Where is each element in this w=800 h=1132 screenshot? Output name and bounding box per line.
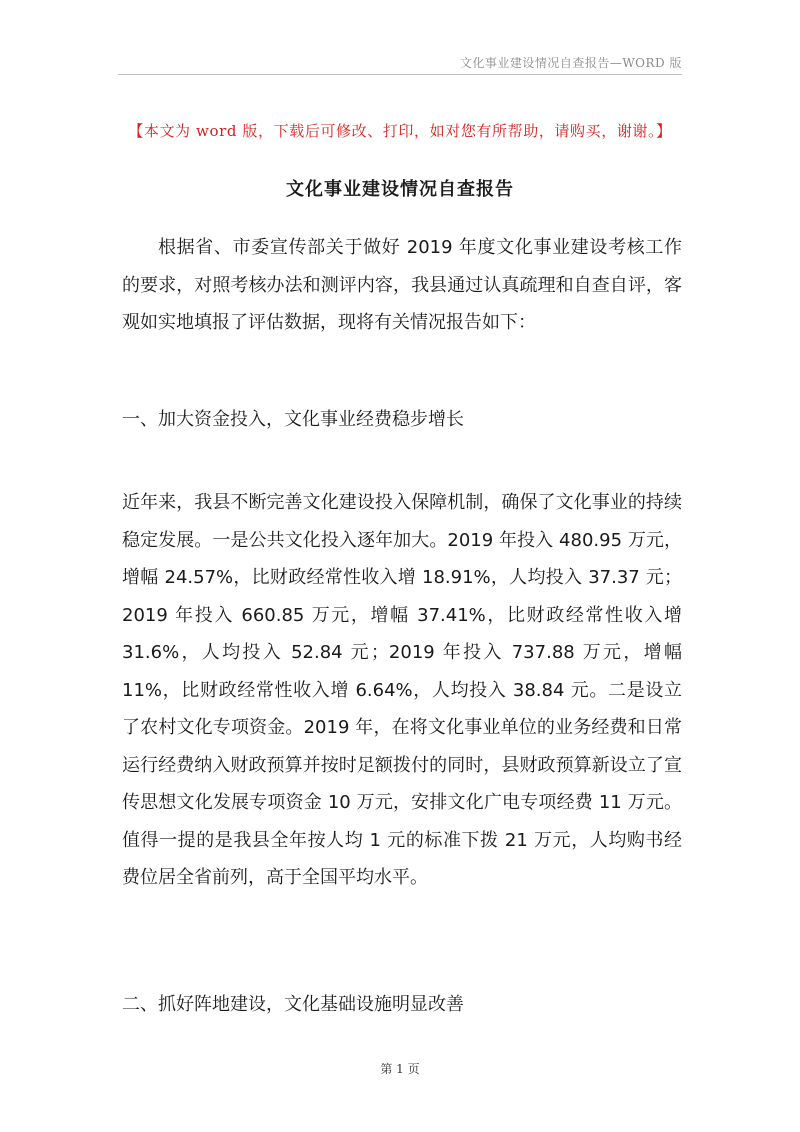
section-heading-1: 一、加大资金投入，文化事业经费稳步增长: [122, 409, 464, 430]
intro-paragraph: 根据省、市委宣传部关于做好 2019 年度文化事业建设考核工作的要求，对照考核办法和测评内容，我县通过认真疏理和自查自评，客观如实地填报了评估数据，现将有关情况报告如下：: [122, 237, 682, 333]
page-number: 第 1 页: [380, 1062, 420, 1076]
purchase-notice: 【本文为 word 版，下载后可修改、打印，如对您有所帮助，请购买，谢谢。】: [128, 122, 672, 140]
running-header: 文化事业建设情况自查报告—WORD 版: [459, 56, 682, 70]
document-title: 文化事业建设情况自查报告: [286, 179, 514, 200]
header-divider: [118, 74, 682, 75]
section-heading-2: 二、抓好阵地建设，文化基础设施明显改善: [122, 994, 464, 1015]
section-body-1: 近年来，我县不断完善文化建设投入保障机制，确保了文化事业的持续稳定发展。一是公共文化投入逐年加大。2019 年投入 480.95 万元，增幅 24.57%，比财政经常性收入增 18.91%，人均投入 37.37 元；2019 年投入 660.85 万元，增幅 37.41%，比财政经常性收入增 31.6%，人均投入 52.84 元；2019 年投入 737.88 万元，增幅 11%，比财政经常性收入增 6.64%，人均投入 38.84 元。二是设立了农村文化专项资金。2019 年，在将文化事业单位的业务经费和日常运行经费纳入财政预算并按时足额拨付的同时，县财政预算新设立了宣传思想文化发展专项资金 10 万元，安排文化广电专项经费 11 万元。值得一提的是我县全年按人均 1 元的标准下拨 21 万元，人均购书经费位居全省前列，高于全国平均水平。: [122, 492, 682, 888]
